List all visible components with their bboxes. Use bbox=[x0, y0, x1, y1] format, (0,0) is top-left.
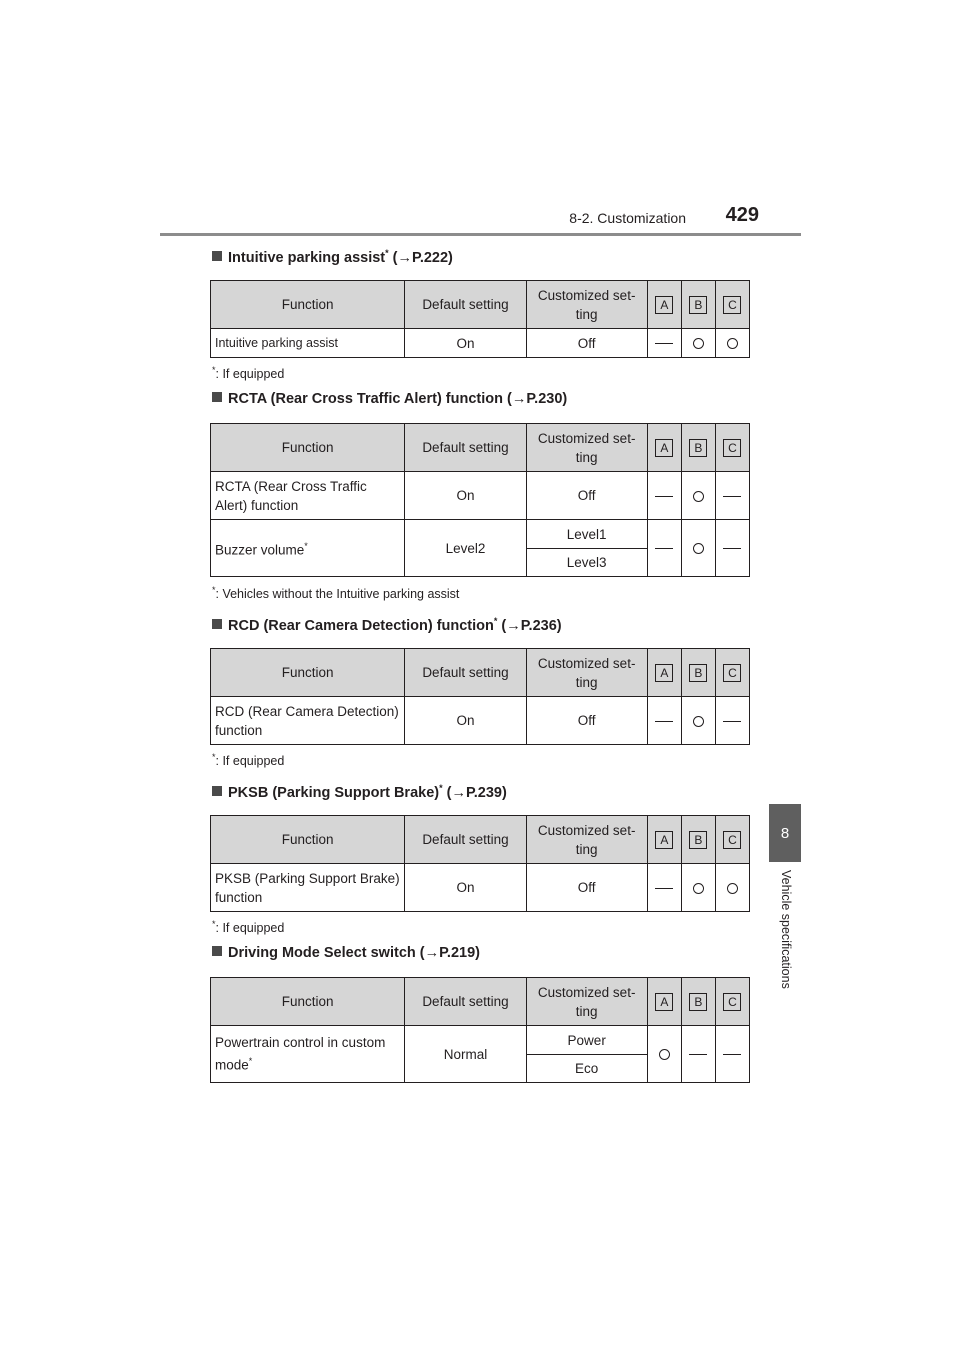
section-heading-driving-mode: Driving Mode Select switch (→P.219) bbox=[212, 945, 480, 961]
page-number: 429 bbox=[725, 204, 759, 226]
page-reference-link[interactable]: (→P.236) bbox=[497, 617, 562, 634]
page-reference-link[interactable]: (→P.230) bbox=[503, 391, 568, 407]
table-row bbox=[211, 520, 750, 549]
header-customized: Customized set- ting bbox=[526, 816, 647, 864]
header-customized: Customized set- ting bbox=[526, 281, 647, 329]
header-c: C bbox=[715, 978, 749, 1026]
footnote: *: If equipped bbox=[212, 919, 285, 936]
square-bullet-icon bbox=[212, 946, 222, 956]
section-heading-pksb: PKSB (Parking Support Brake)* (→P.239) bbox=[212, 783, 507, 801]
header-b: B bbox=[681, 816, 715, 864]
section-heading-intuitive-parking-assist: Intuitive parking assist* (→P.222) bbox=[212, 248, 453, 266]
table-rcta bbox=[210, 423, 750, 577]
header-function: Function bbox=[211, 424, 405, 472]
cell-custom: Off bbox=[526, 864, 647, 912]
cell-a bbox=[647, 697, 681, 745]
dash-mark-icon bbox=[655, 888, 673, 889]
header-b: B bbox=[681, 649, 715, 697]
section-heading-rcta: RCTA (Rear Cross Traffic Alert) function (→P.230) bbox=[212, 391, 567, 407]
table-rcd bbox=[210, 648, 750, 745]
cell-custom: Power bbox=[526, 1026, 647, 1055]
cell-a bbox=[647, 472, 681, 520]
header-c: C bbox=[715, 424, 749, 472]
circle-mark-icon bbox=[693, 543, 704, 554]
cell-default: On bbox=[405, 472, 526, 520]
cell-c bbox=[715, 697, 749, 745]
cell-custom: Level3 bbox=[526, 549, 647, 577]
table-header-row bbox=[211, 816, 750, 864]
page-header bbox=[160, 200, 801, 236]
chapter-tab[interactable] bbox=[769, 804, 801, 862]
table-driving-mode bbox=[210, 977, 750, 1083]
square-bullet-icon bbox=[212, 392, 222, 402]
cell-b bbox=[681, 1026, 715, 1083]
section-heading-rcd: RCD (Rear Camera Detection) function* (→P.236) bbox=[212, 616, 562, 634]
circle-mark-icon bbox=[659, 1049, 670, 1060]
header-a: A bbox=[647, 649, 681, 697]
header-a: A bbox=[647, 978, 681, 1026]
dash-mark-icon bbox=[655, 548, 673, 549]
cell-c bbox=[715, 864, 749, 912]
table-row bbox=[211, 864, 750, 912]
section-title: 8-2. Customization bbox=[569, 210, 686, 226]
cell-c bbox=[715, 520, 749, 577]
header-b: B bbox=[681, 424, 715, 472]
cell-function: Intuitive parking assist bbox=[211, 329, 405, 358]
header-customized: Customized set- ting bbox=[526, 424, 647, 472]
header-customized: Customized set- ting bbox=[526, 649, 647, 697]
dash-mark-icon bbox=[655, 721, 673, 722]
dash-mark-icon bbox=[723, 721, 741, 722]
header-default: Default setting bbox=[405, 978, 526, 1026]
square-bullet-icon bbox=[212, 786, 222, 796]
cell-custom: Off bbox=[526, 472, 647, 520]
header-c: C bbox=[715, 281, 749, 329]
cell-function: Buzzer volume* bbox=[211, 520, 405, 577]
chapter-number: 8 bbox=[780, 824, 790, 842]
footnote: *: If equipped bbox=[212, 752, 285, 769]
header-b: B bbox=[681, 281, 715, 329]
table-row bbox=[211, 329, 750, 358]
cell-b bbox=[681, 472, 715, 520]
cell-b bbox=[681, 864, 715, 912]
chapter-label bbox=[769, 870, 801, 1010]
header-a: A bbox=[647, 424, 681, 472]
cell-function: PKSB (Parking Support Brake) function bbox=[211, 864, 405, 912]
cell-b bbox=[681, 329, 715, 358]
dash-mark-icon bbox=[655, 343, 673, 344]
cell-custom: Level1 bbox=[526, 520, 647, 549]
table-row bbox=[211, 472, 750, 520]
circle-mark-icon bbox=[693, 491, 704, 502]
header-function: Function bbox=[211, 816, 405, 864]
circle-mark-icon bbox=[693, 716, 704, 727]
header-rule bbox=[160, 233, 801, 236]
header-default: Default setting bbox=[405, 424, 526, 472]
chapter-label-text: Vehicle specifications bbox=[779, 870, 793, 989]
cell-b bbox=[681, 697, 715, 745]
page-reference-link[interactable]: (→P.222) bbox=[388, 249, 453, 266]
header-c: C bbox=[715, 816, 749, 864]
cell-default: Normal bbox=[405, 1026, 526, 1083]
header-default: Default setting bbox=[405, 649, 526, 697]
header-customized: Customized set- ting bbox=[526, 978, 647, 1026]
cell-custom: Off bbox=[526, 329, 647, 358]
dash-mark-icon bbox=[723, 496, 741, 497]
header-function: Function bbox=[211, 281, 405, 329]
table-header-row bbox=[211, 281, 750, 329]
header-a: A bbox=[647, 816, 681, 864]
header-a: A bbox=[647, 281, 681, 329]
dash-mark-icon bbox=[723, 1054, 741, 1055]
circle-mark-icon bbox=[727, 338, 738, 349]
page-reference-link[interactable]: (→P.219) bbox=[415, 945, 480, 961]
footnote: *: If equipped bbox=[212, 365, 285, 382]
page-reference-link[interactable]: (→P.239) bbox=[442, 784, 507, 801]
cell-function: Powertrain control in custom mode* bbox=[211, 1026, 405, 1083]
table-header-row bbox=[211, 978, 750, 1026]
square-bullet-icon bbox=[212, 619, 222, 629]
header-default: Default setting bbox=[405, 816, 526, 864]
footnote: *: Vehicles without the Intuitive parking assist bbox=[212, 585, 460, 602]
header-default: Default setting bbox=[405, 281, 526, 329]
cell-c bbox=[715, 1026, 749, 1083]
cell-default: Level2 bbox=[405, 520, 526, 577]
dash-mark-icon bbox=[689, 1054, 707, 1055]
cell-b bbox=[681, 520, 715, 577]
table-header-row bbox=[211, 424, 750, 472]
cell-default: On bbox=[405, 864, 526, 912]
cell-a bbox=[647, 1026, 681, 1083]
circle-mark-icon bbox=[727, 883, 738, 894]
table-intuitive-parking-assist bbox=[210, 280, 750, 358]
table-row bbox=[211, 697, 750, 745]
cell-c bbox=[715, 329, 749, 358]
cell-a bbox=[647, 520, 681, 577]
cell-function: RCD (Rear Camera Detection) function bbox=[211, 697, 405, 745]
cell-a bbox=[647, 329, 681, 358]
cell-a bbox=[647, 864, 681, 912]
header-function: Function bbox=[211, 649, 405, 697]
table-header-row bbox=[211, 649, 750, 697]
square-bullet-icon bbox=[212, 251, 222, 261]
table-row bbox=[211, 1026, 750, 1055]
cell-function: RCTA (Rear Cross Traffic Alert) function bbox=[211, 472, 405, 520]
table-pksb bbox=[210, 815, 750, 912]
header-c: C bbox=[715, 649, 749, 697]
circle-mark-icon bbox=[693, 883, 704, 894]
dash-mark-icon bbox=[655, 496, 673, 497]
cell-default: On bbox=[405, 697, 526, 745]
cell-default: On bbox=[405, 329, 526, 358]
header-function: Function bbox=[211, 978, 405, 1026]
cell-custom: Off bbox=[526, 697, 647, 745]
circle-mark-icon bbox=[693, 338, 704, 349]
dash-mark-icon bbox=[723, 548, 741, 549]
cell-custom: Eco bbox=[526, 1055, 647, 1083]
header-b: B bbox=[681, 978, 715, 1026]
cell-c bbox=[715, 472, 749, 520]
